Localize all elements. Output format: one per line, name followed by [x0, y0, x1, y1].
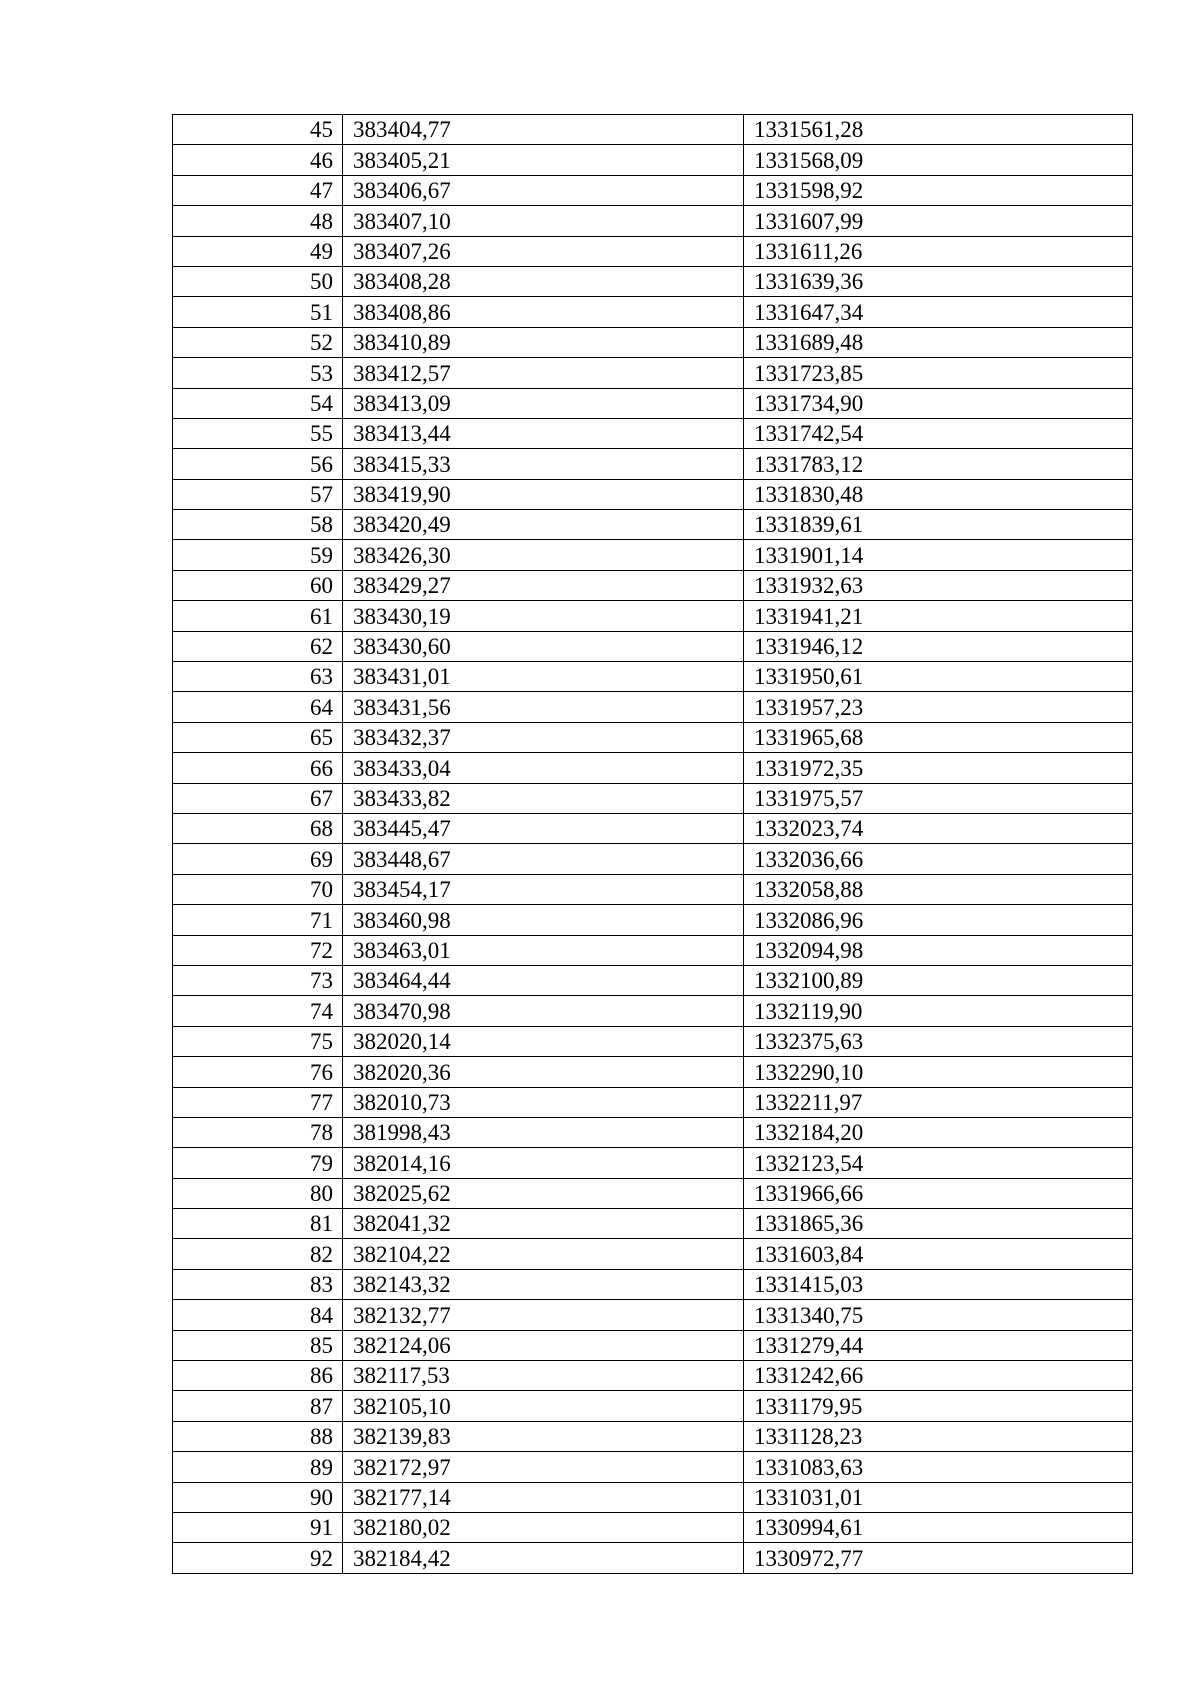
- table-row: [173, 540, 1133, 570]
- y-coordinate-cell: 1331607,99: [744, 206, 1133, 236]
- x-coordinate-cell: 382172,97: [343, 1452, 744, 1482]
- x-coordinate-cell: 383463,01: [343, 935, 744, 965]
- table-row: [173, 206, 1133, 236]
- x-coordinate-cell: 383454,17: [343, 874, 744, 904]
- table-row: [173, 388, 1133, 418]
- y-coordinate-cell: 1331946,12: [744, 631, 1133, 661]
- point-number-cell: 53: [173, 358, 343, 388]
- table-row: [173, 1148, 1133, 1178]
- table-row: [173, 662, 1133, 692]
- point-number-cell: 91: [173, 1512, 343, 1542]
- point-number-cell: 58: [173, 510, 343, 540]
- point-number-cell: 49: [173, 236, 343, 266]
- y-coordinate-cell: 1331611,26: [744, 236, 1133, 266]
- y-coordinate-cell: 1331639,36: [744, 266, 1133, 296]
- x-coordinate-cell: 383419,90: [343, 479, 744, 509]
- x-coordinate-cell: 383413,44: [343, 418, 744, 448]
- point-number-cell: 74: [173, 996, 343, 1026]
- x-coordinate-cell: 382139,83: [343, 1421, 744, 1451]
- table-row: [173, 1330, 1133, 1360]
- y-coordinate-cell: 1332100,89: [744, 965, 1133, 995]
- y-coordinate-cell: 1331734,90: [744, 388, 1133, 418]
- y-coordinate-cell: 1331966,66: [744, 1178, 1133, 1208]
- point-number-cell: 48: [173, 206, 343, 236]
- x-coordinate-cell: 383404,77: [343, 115, 744, 145]
- point-number-cell: 88: [173, 1421, 343, 1451]
- y-coordinate-cell: 1331340,75: [744, 1300, 1133, 1330]
- x-coordinate-cell: 382025,62: [343, 1178, 744, 1208]
- x-coordinate-cell: 383410,89: [343, 327, 744, 357]
- table-row: [173, 449, 1133, 479]
- point-number-cell: 47: [173, 175, 343, 205]
- table-row: [173, 1026, 1133, 1056]
- point-number-cell: 85: [173, 1330, 343, 1360]
- table-row: [173, 236, 1133, 266]
- x-coordinate-cell: 383460,98: [343, 905, 744, 935]
- y-coordinate-cell: 1332086,96: [744, 905, 1133, 935]
- y-coordinate-cell: 1331965,68: [744, 722, 1133, 752]
- point-number-cell: 72: [173, 935, 343, 965]
- y-coordinate-cell: 1331242,66: [744, 1361, 1133, 1391]
- x-coordinate-cell: 382010,73: [343, 1087, 744, 1117]
- point-number-cell: 54: [173, 388, 343, 418]
- table-row: [173, 1543, 1133, 1573]
- table-row: [173, 297, 1133, 327]
- x-coordinate-cell: 382117,53: [343, 1361, 744, 1391]
- table-row: [173, 510, 1133, 540]
- table-row: [173, 1117, 1133, 1147]
- y-coordinate-cell: 1331179,95: [744, 1391, 1133, 1421]
- x-coordinate-cell: 382180,02: [343, 1512, 744, 1542]
- y-coordinate-cell: 1332119,90: [744, 996, 1133, 1026]
- point-number-cell: 84: [173, 1300, 343, 1330]
- y-coordinate-cell: 1331603,84: [744, 1239, 1133, 1269]
- point-number-cell: 57: [173, 479, 343, 509]
- y-coordinate-cell: 1331839,61: [744, 510, 1133, 540]
- x-coordinate-cell: 383433,82: [343, 783, 744, 813]
- table-row: [173, 1057, 1133, 1087]
- point-number-cell: 61: [173, 601, 343, 631]
- table-row: [173, 996, 1133, 1026]
- point-number-cell: 73: [173, 965, 343, 995]
- y-coordinate-cell: 1331598,92: [744, 175, 1133, 205]
- x-coordinate-cell: 381998,43: [343, 1117, 744, 1147]
- y-coordinate-cell: 1331415,03: [744, 1269, 1133, 1299]
- table-row: [173, 570, 1133, 600]
- y-coordinate-cell: 1332023,74: [744, 813, 1133, 843]
- x-coordinate-cell: 382132,77: [343, 1300, 744, 1330]
- y-coordinate-cell: 1331975,57: [744, 783, 1133, 813]
- x-coordinate-cell: 383408,28: [343, 266, 744, 296]
- point-number-cell: 69: [173, 844, 343, 874]
- x-coordinate-cell: 383426,30: [343, 540, 744, 570]
- point-number-cell: 79: [173, 1148, 343, 1178]
- y-coordinate-cell: 1331723,85: [744, 358, 1133, 388]
- table-row: [173, 1452, 1133, 1482]
- x-coordinate-cell: 383431,56: [343, 692, 744, 722]
- table-row: [173, 1300, 1133, 1330]
- table-row: [173, 601, 1133, 631]
- y-coordinate-cell: 1332123,54: [744, 1148, 1133, 1178]
- x-coordinate-cell: 383406,67: [343, 175, 744, 205]
- y-coordinate-cell: 1332184,20: [744, 1117, 1133, 1147]
- y-coordinate-cell: 1331783,12: [744, 449, 1133, 479]
- y-coordinate-cell: 1331865,36: [744, 1209, 1133, 1239]
- y-coordinate-cell: 1332094,98: [744, 935, 1133, 965]
- coordinates-table-body: [173, 115, 1133, 1574]
- y-coordinate-cell: 1331279,44: [744, 1330, 1133, 1360]
- x-coordinate-cell: 383464,44: [343, 965, 744, 995]
- x-coordinate-cell: 383445,47: [343, 813, 744, 843]
- table-row: [173, 358, 1133, 388]
- point-number-cell: 71: [173, 905, 343, 935]
- table-row: [173, 1239, 1133, 1269]
- table-row: [173, 813, 1133, 843]
- point-number-cell: 46: [173, 145, 343, 175]
- table-row: [173, 1269, 1133, 1299]
- x-coordinate-cell: 382041,32: [343, 1209, 744, 1239]
- point-number-cell: 75: [173, 1026, 343, 1056]
- x-coordinate-cell: 383405,21: [343, 145, 744, 175]
- x-coordinate-cell: 383407,10: [343, 206, 744, 236]
- table-row: [173, 1178, 1133, 1208]
- y-coordinate-cell: 1331647,34: [744, 297, 1133, 327]
- x-coordinate-cell: 382184,42: [343, 1543, 744, 1573]
- x-coordinate-cell: 382014,16: [343, 1148, 744, 1178]
- x-coordinate-cell: 383407,26: [343, 236, 744, 266]
- x-coordinate-cell: 383430,60: [343, 631, 744, 661]
- x-coordinate-cell: 383415,33: [343, 449, 744, 479]
- y-coordinate-cell: 1332211,97: [744, 1087, 1133, 1117]
- table-row: [173, 1421, 1133, 1451]
- point-number-cell: 76: [173, 1057, 343, 1087]
- y-coordinate-cell: 1331901,14: [744, 540, 1133, 570]
- y-coordinate-cell: 1331932,63: [744, 570, 1133, 600]
- point-number-cell: 92: [173, 1543, 343, 1573]
- point-number-cell: 56: [173, 449, 343, 479]
- table-row: [173, 1512, 1133, 1542]
- table-row: [173, 266, 1133, 296]
- y-coordinate-cell: 1330994,61: [744, 1512, 1133, 1542]
- table-row: [173, 905, 1133, 935]
- point-number-cell: 63: [173, 662, 343, 692]
- table-row: [173, 874, 1133, 904]
- y-coordinate-cell: 1331941,21: [744, 601, 1133, 631]
- point-number-cell: 86: [173, 1361, 343, 1391]
- x-coordinate-cell: 383433,04: [343, 753, 744, 783]
- point-number-cell: 77: [173, 1087, 343, 1117]
- y-coordinate-cell: 1332290,10: [744, 1057, 1133, 1087]
- point-number-cell: 65: [173, 722, 343, 752]
- point-number-cell: 51: [173, 297, 343, 327]
- table-row: [173, 1361, 1133, 1391]
- x-coordinate-cell: 383430,19: [343, 601, 744, 631]
- x-coordinate-cell: 382020,36: [343, 1057, 744, 1087]
- table-row: [173, 692, 1133, 722]
- point-number-cell: 87: [173, 1391, 343, 1421]
- point-number-cell: 45: [173, 115, 343, 145]
- x-coordinate-cell: 383431,01: [343, 662, 744, 692]
- table-row: [173, 753, 1133, 783]
- y-coordinate-cell: 1331128,23: [744, 1421, 1133, 1451]
- y-coordinate-cell: 1331561,28: [744, 115, 1133, 145]
- point-number-cell: 80: [173, 1178, 343, 1208]
- y-coordinate-cell: 1331830,48: [744, 479, 1133, 509]
- table-row: [173, 783, 1133, 813]
- point-number-cell: 66: [173, 753, 343, 783]
- y-coordinate-cell: 1331957,23: [744, 692, 1133, 722]
- x-coordinate-cell: 383432,37: [343, 722, 744, 752]
- x-coordinate-cell: 382020,14: [343, 1026, 744, 1056]
- y-coordinate-cell: 1332375,63: [744, 1026, 1133, 1056]
- point-number-cell: 60: [173, 570, 343, 600]
- table-row: [173, 1209, 1133, 1239]
- y-coordinate-cell: 1332058,88: [744, 874, 1133, 904]
- coordinates-table: [172, 114, 1133, 1574]
- point-number-cell: 67: [173, 783, 343, 813]
- point-number-cell: 50: [173, 266, 343, 296]
- table-row: [173, 418, 1133, 448]
- y-coordinate-cell: 1330972,77: [744, 1543, 1133, 1573]
- x-coordinate-cell: 382124,06: [343, 1330, 744, 1360]
- point-number-cell: 59: [173, 540, 343, 570]
- table-row: [173, 175, 1133, 205]
- point-number-cell: 62: [173, 631, 343, 661]
- y-coordinate-cell: 1331689,48: [744, 327, 1133, 357]
- y-coordinate-cell: 1331568,09: [744, 145, 1133, 175]
- point-number-cell: 82: [173, 1239, 343, 1269]
- point-number-cell: 70: [173, 874, 343, 904]
- x-coordinate-cell: 382177,14: [343, 1482, 744, 1512]
- point-number-cell: 83: [173, 1269, 343, 1299]
- table-row: [173, 1087, 1133, 1117]
- point-number-cell: 52: [173, 327, 343, 357]
- point-number-cell: 55: [173, 418, 343, 448]
- point-number-cell: 90: [173, 1482, 343, 1512]
- y-coordinate-cell: 1331083,63: [744, 1452, 1133, 1482]
- table-row: [173, 115, 1133, 145]
- point-number-cell: 64: [173, 692, 343, 722]
- x-coordinate-cell: 382143,32: [343, 1269, 744, 1299]
- point-number-cell: 81: [173, 1209, 343, 1239]
- x-coordinate-cell: 383420,49: [343, 510, 744, 540]
- y-coordinate-cell: 1332036,66: [744, 844, 1133, 874]
- table-row: [173, 1482, 1133, 1512]
- table-row: [173, 327, 1133, 357]
- table-row: [173, 935, 1133, 965]
- point-number-cell: 78: [173, 1117, 343, 1147]
- y-coordinate-cell: 1331972,35: [744, 753, 1133, 783]
- table-row: [173, 479, 1133, 509]
- table-row: [173, 844, 1133, 874]
- table-row: [173, 722, 1133, 752]
- x-coordinate-cell: 382104,22: [343, 1239, 744, 1269]
- point-number-cell: 89: [173, 1452, 343, 1482]
- y-coordinate-cell: 1331950,61: [744, 662, 1133, 692]
- table-row: [173, 145, 1133, 175]
- x-coordinate-cell: 383412,57: [343, 358, 744, 388]
- table-row: [173, 965, 1133, 995]
- x-coordinate-cell: 383470,98: [343, 996, 744, 1026]
- point-number-cell: 68: [173, 813, 343, 843]
- x-coordinate-cell: 383408,86: [343, 297, 744, 327]
- x-coordinate-cell: 383448,67: [343, 844, 744, 874]
- y-coordinate-cell: 1331031,01: [744, 1482, 1133, 1512]
- y-coordinate-cell: 1331742,54: [744, 418, 1133, 448]
- x-coordinate-cell: 383429,27: [343, 570, 744, 600]
- x-coordinate-cell: 383413,09: [343, 388, 744, 418]
- table-row: [173, 1391, 1133, 1421]
- table-row: [173, 631, 1133, 661]
- x-coordinate-cell: 382105,10: [343, 1391, 744, 1421]
